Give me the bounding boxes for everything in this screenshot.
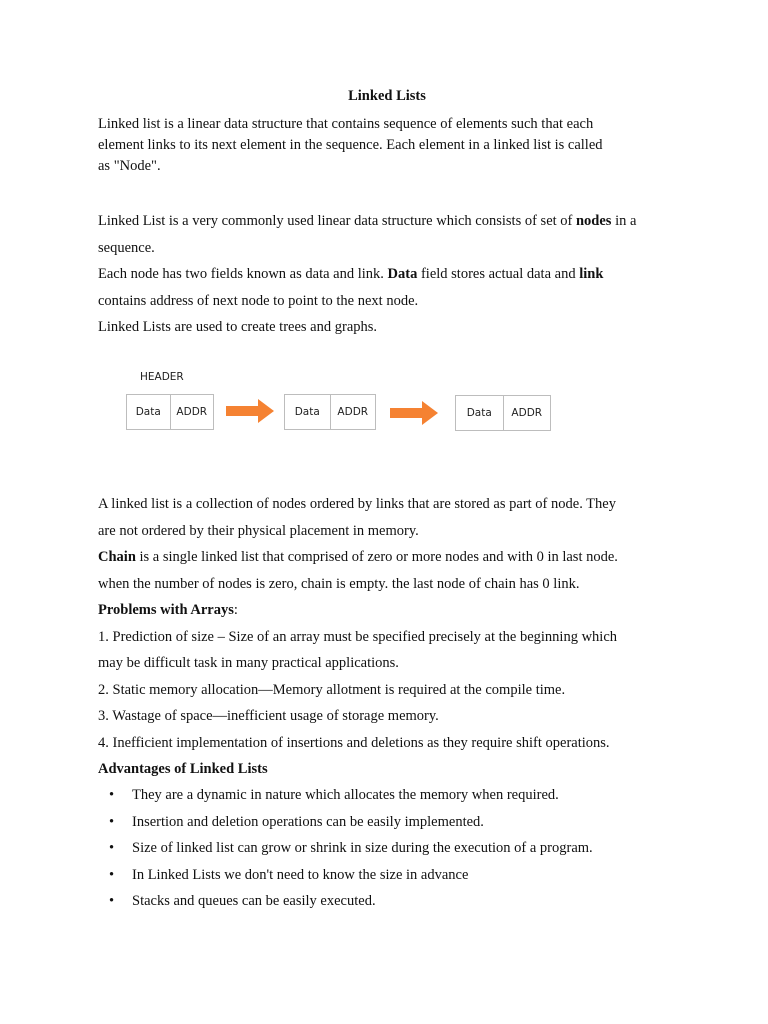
node-addr-cell: ADDR: [503, 396, 551, 430]
text-line: sequence.: [98, 239, 155, 256]
bullet-icon: •: [109, 813, 115, 830]
arrow-right-icon: [390, 401, 438, 425]
text-line: Linked Lists are used to create trees and graphs.: [98, 319, 378, 335]
intro-line: Linked list is a linear data structure that contains sequence of elements such that each: [98, 116, 594, 132]
list-item: [98, 782, 698, 809]
intro-line: element links to its next element in the sequence. Each element in a linked list is called: [98, 137, 603, 153]
list-item-text: In Linked Lists we don't need to know the size in advance: [132, 866, 469, 883]
heading-text: Problems with Arrays: [98, 602, 234, 618]
arrow-right-icon: [226, 399, 274, 423]
node-data-cell: Data: [466, 407, 492, 419]
text-line: contains address of next node to point to the next node.: [98, 292, 419, 309]
bold-term-chain: Chain: [98, 549, 136, 565]
text-run: in a: [611, 213, 637, 229]
page-title: Linked Lists: [348, 88, 426, 104]
list-item-text: They are a dynamic in nature which allocates the memory when required.: [132, 787, 559, 803]
details-section: [98, 491, 718, 783]
problem-line: may be difficult task in many practical applications.: [98, 655, 399, 671]
text-run: Each node has two fields known as data and link.: [98, 266, 388, 282]
list-item-text: Stacks and queues can be easily executed.: [132, 893, 376, 909]
list-node: [126, 394, 214, 430]
heading-colon: :: [233, 602, 238, 618]
bold-term-link: link: [579, 266, 604, 282]
list-node: [284, 394, 376, 430]
problem-line: 4. Inefficient implementation of insertions and deletions as they require shift operations.: [98, 734, 610, 751]
intro-line: as "Node".: [98, 158, 161, 174]
problem-line: 1. Prediction of size – Size of an array must be specified precisely at the beginning which: [98, 628, 618, 645]
node-addr-cell: ADDR: [330, 395, 376, 429]
text-run: Linked List is a very commonly used linear data structure which consists of set of: [98, 213, 576, 229]
node-data-cell: Data: [135, 406, 161, 418]
text-line: when the number of nodes is zero, chain is empty. the last node of chain has 0 link.: [98, 575, 580, 592]
text-run: field stores actual data and: [417, 266, 580, 282]
bullet-icon: •: [109, 893, 115, 909]
list-item-text: Size of linked list can grow or shrink in size during the execution of a program.: [132, 840, 593, 856]
text-line: [98, 261, 698, 288]
definition-paragraph: [98, 208, 698, 341]
bold-term-nodes: nodes: [575, 213, 612, 229]
intro-paragraph: [98, 114, 668, 177]
problem-line: 3. Wastage of space—inefficient usage of storage memory.: [98, 708, 439, 724]
text-line: are not ordered by their physical placement in memory.: [98, 522, 419, 539]
node-addr-cell: ADDR: [170, 395, 214, 429]
bullet-icon: •: [109, 787, 115, 803]
list-item: [98, 835, 698, 862]
list-item: [98, 888, 698, 915]
text-run: is a single linked list that comprised of zero or more nodes and with 0 in last node.: [135, 549, 618, 565]
bold-term-data: Data: [387, 266, 418, 282]
list-item: [98, 809, 698, 836]
list-item-text: Insertion and deletion operations can be easily implemented.: [132, 813, 484, 830]
advantages-heading: Advantages of Linked Lists: [98, 761, 268, 777]
text-line: [98, 208, 698, 235]
problem-line: 2. Static memory allocation—Memory allotment is required at the compile time.: [98, 681, 566, 698]
problems-heading: [98, 597, 718, 624]
list-node: [455, 395, 551, 431]
bullet-icon: •: [109, 840, 115, 856]
bullet-icon: •: [109, 866, 115, 883]
list-item: [98, 862, 698, 889]
text-line: [98, 544, 718, 571]
node-data-cell: Data: [294, 406, 320, 418]
text-line: A linked list is a collection of nodes ordered by links that are stored as part of node. They: [98, 496, 616, 512]
header-label: HEADER: [140, 371, 184, 383]
advantages-list: [98, 782, 698, 915]
